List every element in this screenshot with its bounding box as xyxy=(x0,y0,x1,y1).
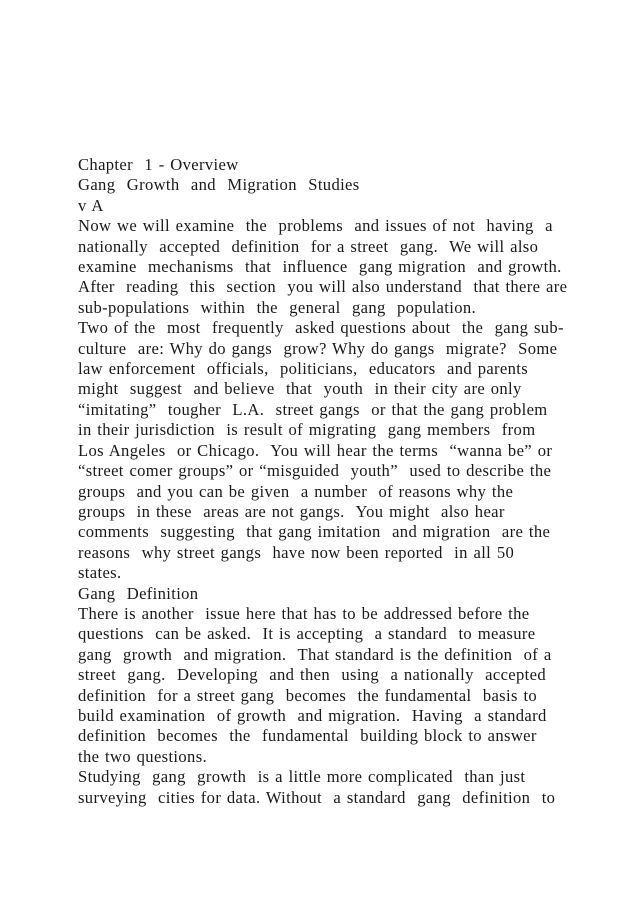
body-line: Now we will examine the problems and issues of not having a xyxy=(78,216,553,236)
body-line: states. xyxy=(78,563,122,583)
body-line: build examination of growth and migration. Having a standard xyxy=(78,705,547,725)
body-line: comments suggesting that gang imitation and migration are the xyxy=(78,522,551,542)
body-line: reasons why street gangs have now been reported in all 50 xyxy=(78,542,515,562)
body-line: Two of the most frequently asked questions about the gang sub- xyxy=(78,318,564,338)
body-line: definition for a street gang becomes the fundamental basis to xyxy=(78,685,538,705)
body-line: There is another issue here that has to be addressed before the xyxy=(78,603,530,623)
body-line: Studying gang growth is a little more complicated than just xyxy=(78,767,526,787)
body-line: examine mechanisms that influence gang migration and growth. xyxy=(78,257,562,277)
body-line: might suggest and believe that youth in their city are only xyxy=(78,379,522,399)
body-line: culture are: Why do gangs grow? Why do gangs migrate? Some xyxy=(78,338,558,358)
body-line: groups and you can be given a number of reasons why the xyxy=(78,481,514,501)
body-line: Los Angeles or Chicago. You will hear the terms “wanna be” or xyxy=(78,440,553,460)
chapter-title: Chapter 1 - Overview xyxy=(78,155,239,174)
body-line: the two questions. xyxy=(78,746,207,766)
body-line: “street comer groups” or “misguided youth” used to describe the xyxy=(78,461,552,481)
body-line: “imitating” tougher L.A. street gangs or that the gang problem xyxy=(78,399,548,419)
body-line: nationally accepted definition for a street gang. We will also xyxy=(78,236,539,256)
body-line: definition becomes the fundamental building block to answer xyxy=(78,726,537,746)
body-line: law enforcement officials, politicians, educators and parents xyxy=(78,359,529,379)
document-body xyxy=(78,155,578,808)
body-line: questions can be asked. It is accepting a standard to measure xyxy=(78,624,536,644)
body-line: surveying cities for data. Without a standard gang definition to xyxy=(78,787,556,807)
body-line: in their jurisdiction is result of migrating gang members from xyxy=(78,420,536,440)
body-line: gang growth and migration. That standard is the definition of a xyxy=(78,644,552,664)
section-heading: Gang Definition xyxy=(78,583,199,603)
body-line: street gang. Developing and then using a nationally accepted xyxy=(78,665,546,685)
body-line: sub-populations within the general gang population. xyxy=(78,297,476,317)
subheading-mark: v A xyxy=(78,195,104,215)
body-line: groups in these areas are not gangs. You might also hear xyxy=(78,501,505,521)
section-title: Gang Growth and Migration Studies xyxy=(78,175,360,195)
body-line: After reading this section you will also understand that there are xyxy=(78,277,568,297)
